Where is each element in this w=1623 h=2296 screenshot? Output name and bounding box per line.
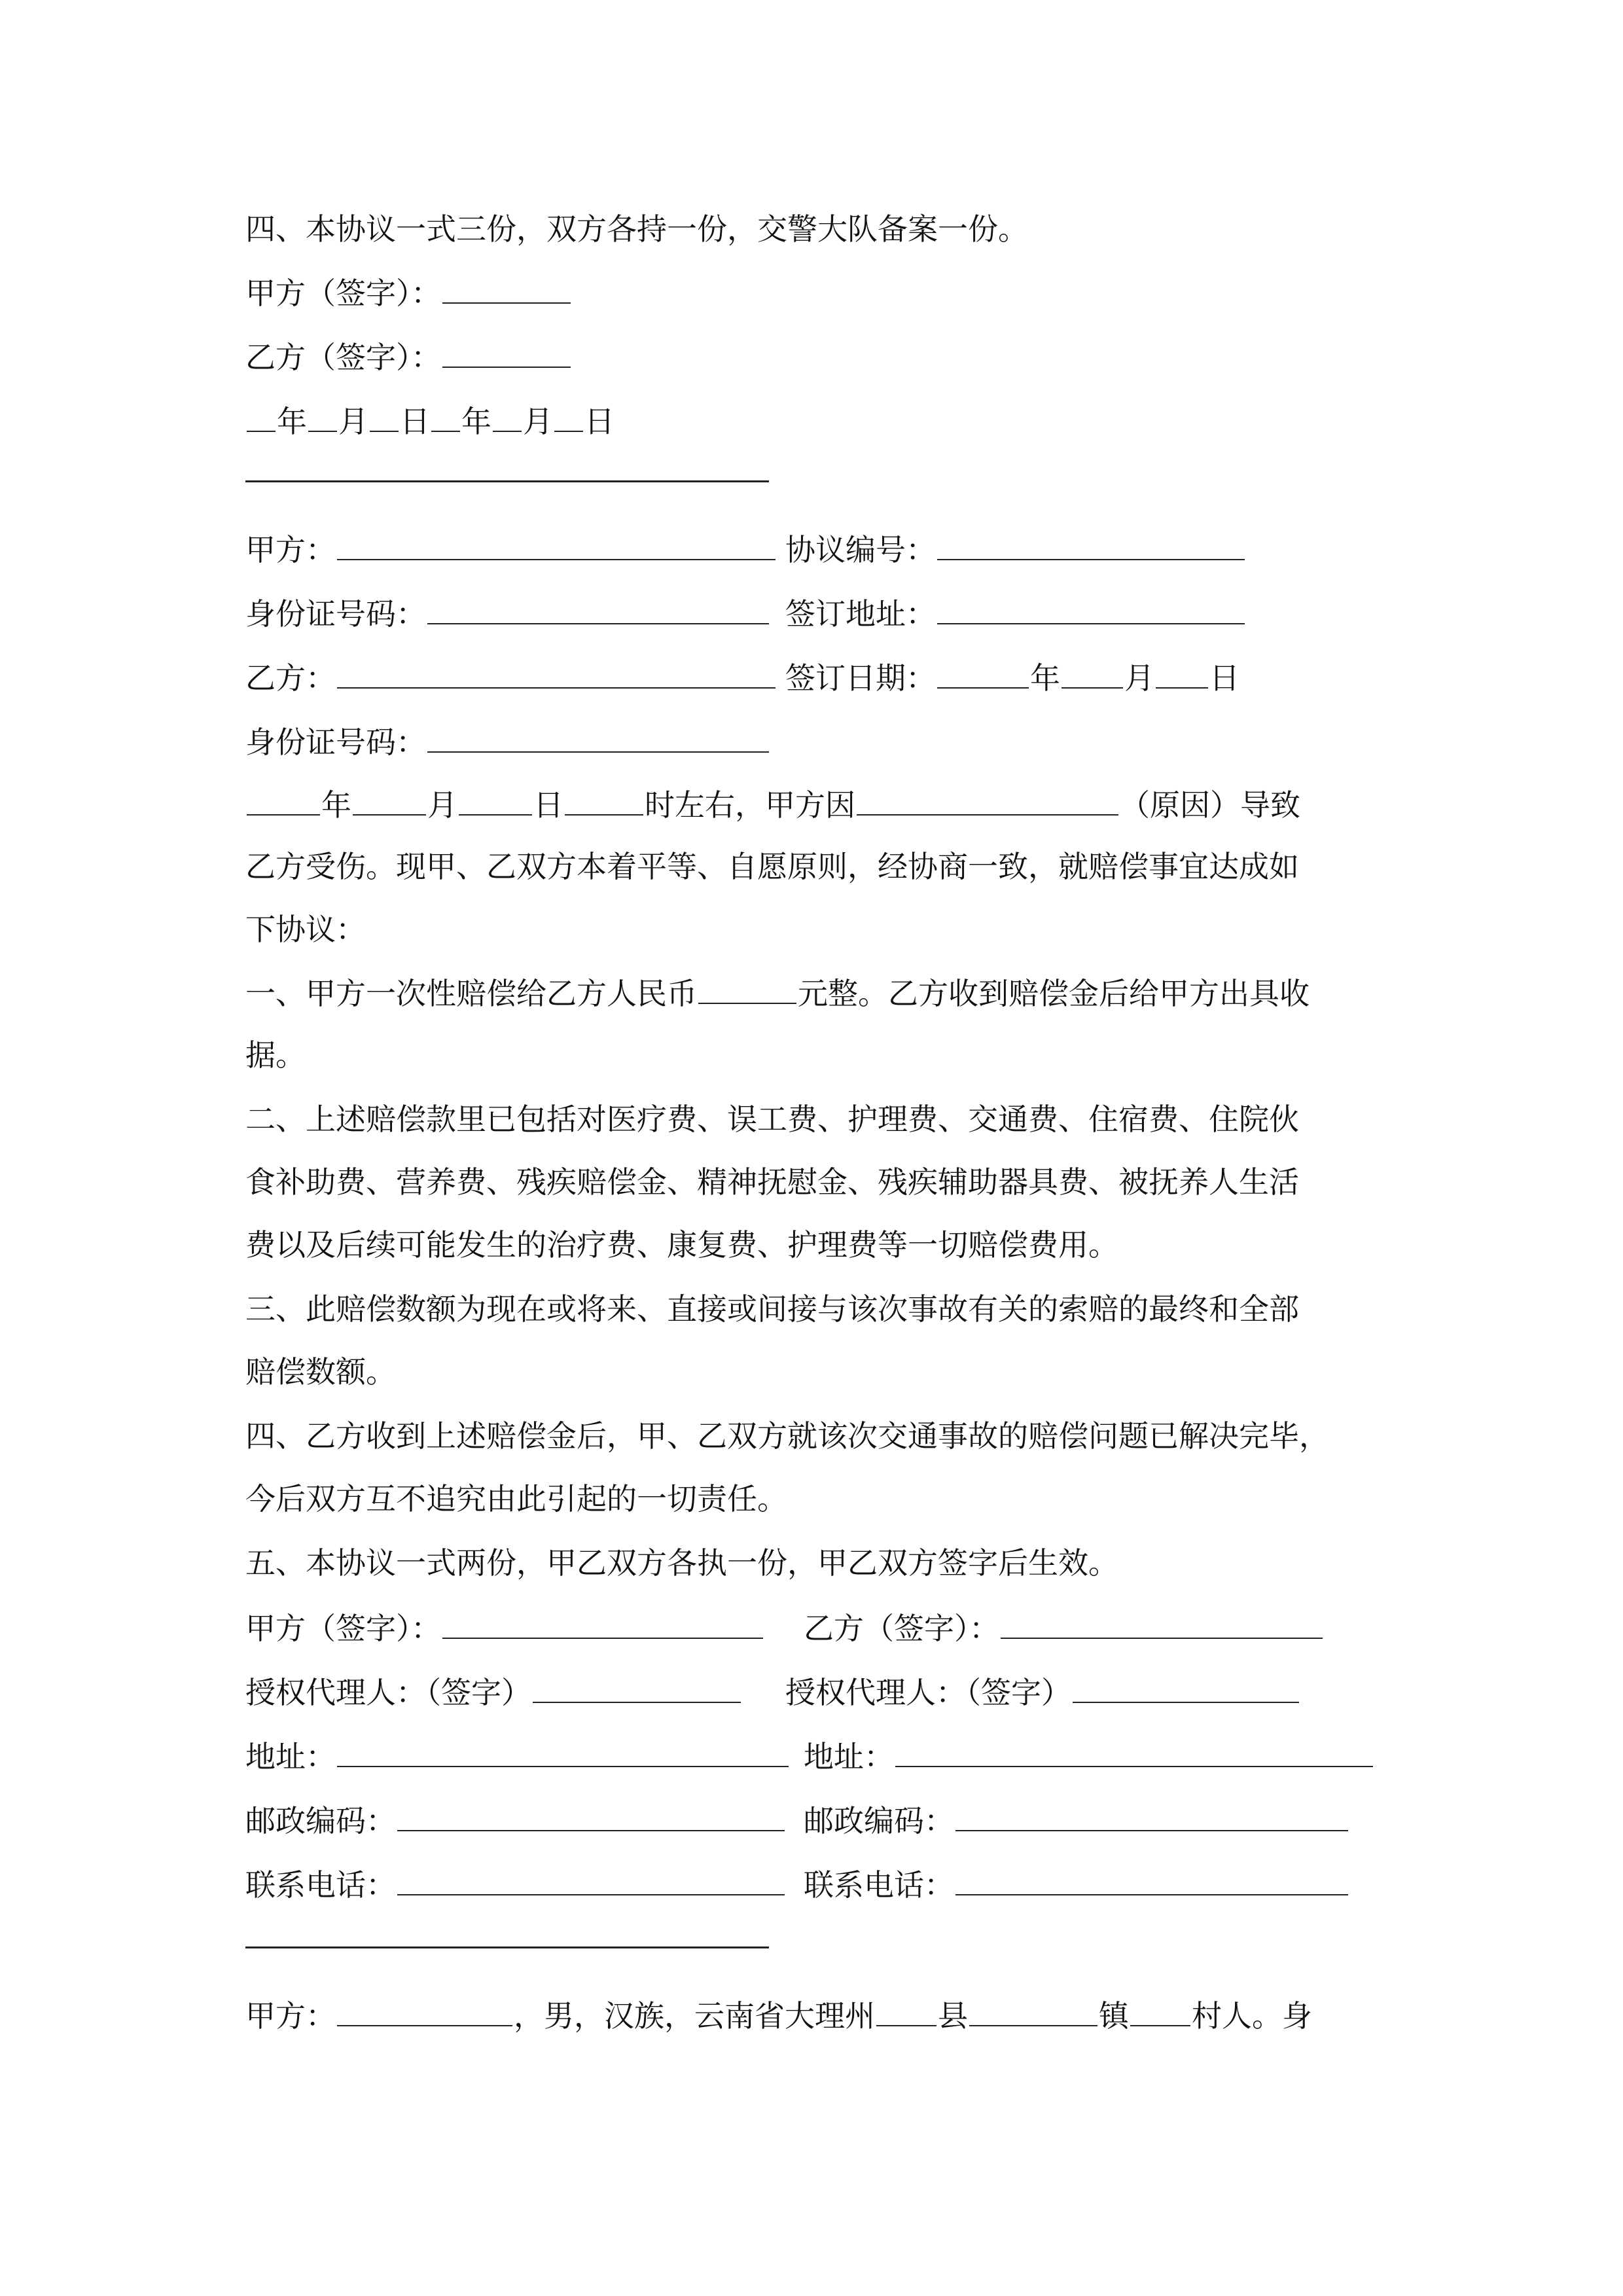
b-phone-row: [804, 1864, 1349, 1903]
day-label-1: 日: [400, 404, 430, 439]
b-agent-field[interactable]: [1073, 1672, 1299, 1703]
party-b-sign-field[interactable]: [442, 336, 571, 368]
intro-day-field[interactable]: [459, 784, 532, 816]
party-b-field[interactable]: [337, 657, 776, 689]
clause-4-line-1: 四、乙方收到上述赔偿金后，甲、乙双方就该次交通事故的赔偿问题已解决完毕，: [245, 1418, 1329, 1454]
a-sign-label: 甲方（签字）：: [245, 1611, 441, 1646]
party-a-sign-field[interactable]: [442, 272, 571, 304]
day-field-2[interactable]: [554, 401, 583, 432]
last-party-a-desc: ，男，汉族，云南省大理州: [514, 1998, 875, 2034]
a-sign-row: [245, 1607, 764, 1647]
a-agent-field[interactable]: [533, 1672, 741, 1703]
month-field-1[interactable]: [308, 401, 337, 432]
sign-addr-field[interactable]: [937, 593, 1245, 624]
agreement-no-label: 协议编号：: [785, 532, 936, 567]
b-sign-label: 乙方（签字）：: [804, 1611, 999, 1646]
party-b-row: [245, 657, 777, 696]
intro-line-2: 乙方受伤。现甲、乙双方本着平等、自愿原则，经协商一致，就赔偿事宜达成如: [245, 849, 1299, 884]
last-village-label: 村人。身: [1192, 1998, 1312, 2034]
party-a-field[interactable]: [337, 529, 776, 560]
b-address-row: [804, 1736, 1374, 1775]
b-sign-row: [804, 1607, 1324, 1647]
day-label-2: 日: [584, 404, 615, 439]
a-address-label: 地址：: [245, 1739, 336, 1774]
clause-4-copies: 四、本协议一式三份，双方各持一份，交警大队备案一份。: [245, 211, 1028, 247]
id-field[interactable]: [427, 593, 769, 624]
clause-1-line-1: [245, 973, 1310, 1012]
sign-year-field[interactable]: [937, 657, 1029, 689]
party-a-sign-label: 甲方（签字）：: [245, 276, 441, 311]
intro-day-label: 日: [533, 787, 563, 823]
sign-date-label: 签订日期：: [785, 660, 936, 696]
b-postcode-row: [804, 1800, 1349, 1839]
sign-addr-label: 签订地址：: [785, 596, 936, 632]
agreement-no-row: [785, 529, 1246, 568]
clause-1-text-a: 一、甲方一次性赔偿给乙方人民币: [245, 976, 697, 1011]
month-field-2[interactable]: [493, 401, 522, 432]
year-field-1[interactable]: [247, 401, 276, 432]
a-postcode-label: 邮政编码：: [245, 1803, 396, 1839]
intro-line-3: 下协议：: [245, 912, 366, 947]
year-label-2: 年: [461, 404, 491, 439]
intro-month-label: 月: [427, 787, 457, 823]
b-phone-label: 联系电话：: [804, 1867, 954, 1903]
agreement-no-field[interactable]: [937, 529, 1245, 560]
clause-2-line-3: 费以及后续可能发生的治疗费、康复费、护理费等一切赔偿费用。: [245, 1227, 1118, 1263]
clause-2-line-2: 食补助费、营养费、残疾赔偿金、精神抚慰金、残疾辅助器具费、被抚养人生活: [245, 1164, 1299, 1200]
month-label-2: 月: [523, 404, 553, 439]
month-label-1: 月: [338, 404, 368, 439]
a-postcode-field[interactable]: [397, 1800, 785, 1831]
intro-hour-field[interactable]: [565, 784, 643, 816]
last-town-field[interactable]: [969, 1995, 1097, 2026]
separator-1: [245, 480, 769, 482]
sign-year-label: 年: [1030, 660, 1060, 696]
last-party-a-name-field[interactable]: [337, 1995, 512, 2026]
clause-3-line-2: 赔偿数额。: [245, 1354, 396, 1390]
last-village-field[interactable]: [1130, 1995, 1190, 2026]
intro-time-text: 时左右，甲方因: [645, 787, 855, 823]
b-postcode-label: 邮政编码：: [804, 1803, 954, 1839]
party-a-row: [245, 529, 777, 568]
a-postcode-row: [245, 1800, 786, 1839]
id-row: [245, 593, 770, 632]
clause-1-line-2: 据。: [245, 1037, 306, 1073]
a-sign-field[interactable]: [442, 1607, 763, 1639]
last-party-a-row: [245, 1995, 1312, 2034]
sign-month-label: 月: [1124, 660, 1154, 696]
clause-1-text-b: 元整。乙方收到赔偿金后给甲方出具收: [798, 976, 1310, 1011]
intro-year-label: 年: [321, 787, 351, 823]
intro-year-field[interactable]: [247, 784, 320, 816]
sign-date-row: [785, 657, 1240, 696]
b-address-field[interactable]: [895, 1736, 1373, 1767]
date-row: [245, 401, 615, 440]
a-agent-label: 授权代理人：（签字）: [245, 1675, 531, 1710]
clause-4-line-2: 今后双方互不追究由此引起的一切责任。: [245, 1481, 787, 1516]
b-postcode-field[interactable]: [955, 1800, 1348, 1831]
intro-reason-text: （原因）导致: [1120, 787, 1300, 823]
party-b-label: 乙方：: [245, 660, 336, 696]
intro-line-1: [245, 784, 1300, 823]
a-address-row: [245, 1736, 790, 1775]
sign-addr-row: [785, 593, 1246, 632]
party-a-label: 甲方：: [245, 532, 336, 567]
intro-reason-field[interactable]: [857, 784, 1118, 816]
last-county-field[interactable]: [876, 1995, 936, 2026]
sign-day-field[interactable]: [1156, 657, 1208, 689]
a-phone-label: 联系电话：: [245, 1867, 396, 1903]
id-label: 身份证号码：: [245, 596, 426, 632]
compensation-amount-field[interactable]: [698, 973, 796, 1004]
intro-month-field[interactable]: [353, 784, 426, 816]
separator-2: [245, 1946, 769, 1948]
day-field-1[interactable]: [370, 401, 399, 432]
clause-3-line-1: 三、此赔偿数额为现在或将来、直接或间接与该次事故有关的索赔的最终和全部: [245, 1291, 1299, 1327]
clause-2-line-1: 二、上述赔偿款里已包括对医疗费、误工费、护理费、交通费、住宿费、住院伙: [245, 1102, 1299, 1137]
b-phone-field[interactable]: [955, 1864, 1348, 1895]
a-agent-row: [245, 1672, 742, 1711]
party-b-sign-label: 乙方（签字）：: [245, 340, 441, 375]
sign-month-field[interactable]: [1061, 657, 1123, 689]
year-field-2[interactable]: [431, 401, 460, 432]
last-party-a-label: 甲方：: [245, 1998, 336, 2034]
party-b-sign-row: [245, 336, 572, 376]
sign-day-label: 日: [1209, 660, 1240, 696]
id-b-field[interactable]: [427, 721, 769, 753]
party-a-sign-row: [245, 272, 572, 312]
b-agent-row: [785, 1672, 1300, 1711]
b-agent-label: 授权代理人：（签字）: [785, 1675, 1071, 1710]
a-phone-field[interactable]: [397, 1864, 785, 1895]
last-town-label: 镇: [1099, 1998, 1129, 2034]
year-label-1: 年: [277, 404, 307, 439]
a-phone-row: [245, 1864, 786, 1903]
clause-5: 五、本协议一式两份，甲乙双方各执一份，甲乙双方签字后生效。: [245, 1545, 1118, 1581]
id-b-label: 身份证号码：: [245, 725, 426, 760]
b-sign-field[interactable]: [1001, 1607, 1323, 1639]
id-b-row: [245, 721, 770, 761]
a-address-field[interactable]: [337, 1736, 789, 1767]
b-address-label: 地址：: [804, 1739, 894, 1774]
last-county-label: 县: [938, 1998, 968, 2034]
